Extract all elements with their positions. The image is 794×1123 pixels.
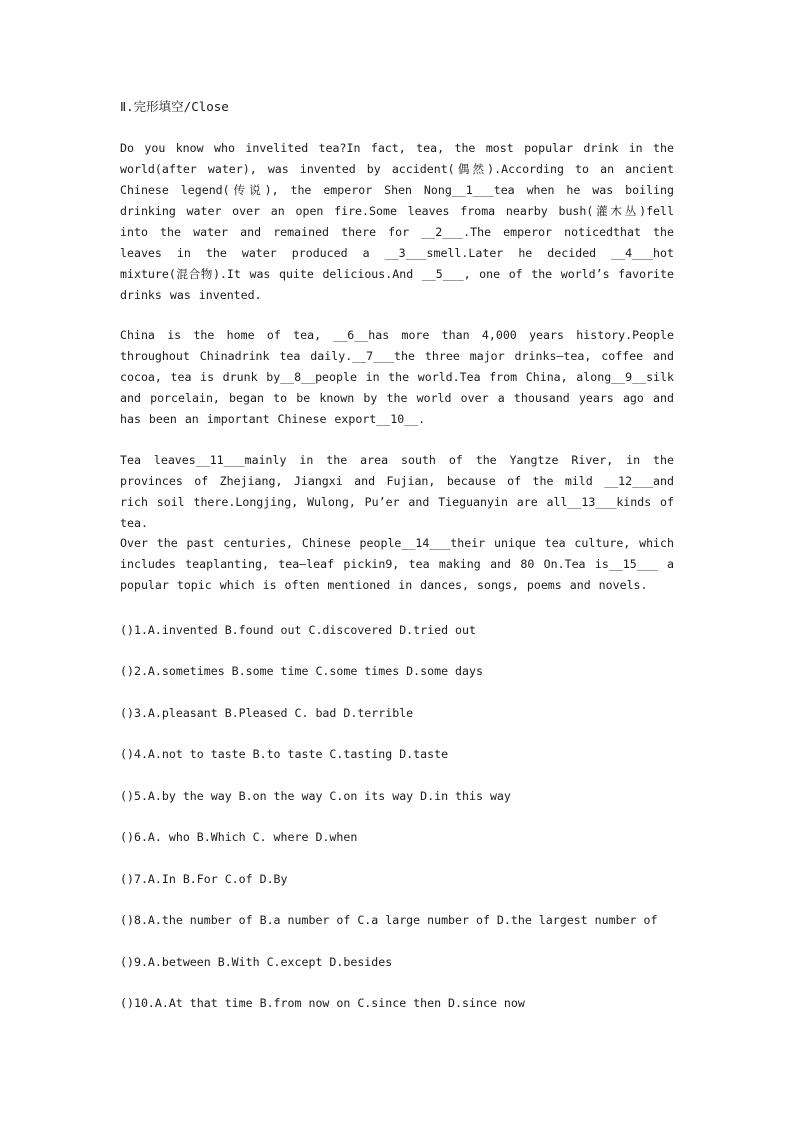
question-4: ()4.A.not to taste B.to taste C.tasting D.taste	[120, 747, 449, 761]
passage-paragraph-2: China is the home of tea, __6__has more than 4,000 years history.People throughout Chinadrink tea daily.__7___the three major drinks—tea, coffee and cocoa, tea is drunk by__8__people in the world.Tea from China, along__9__silk and porcelain, began to be known by the world over a thousand years ago and has been an important Chinese export__10__.	[120, 328, 674, 426]
question-1: ()1.A.invented B.found out C.discovered D.tried out	[120, 623, 476, 637]
question-7: ()7.A.In B.For C.of D.By	[120, 872, 288, 886]
question-5: ()5.A.by the way B.on the way C.on its way D.in this way	[120, 789, 511, 803]
passage-paragraph-3: Tea leaves__11___mainly in the area south of the Yangtze River, in the provinces of Zhejiang, Jiangxi and Fujian, because of the mild __12___and rich soil there.Longjing, Wulong, Pu’er and Tieguanyin are all__13___kinds of tea.	[120, 453, 674, 530]
question-6: ()6.A. who B.Which C. where D.when	[120, 830, 358, 844]
section-heading: Ⅱ.完形填空/Close	[120, 99, 229, 114]
question-2: ()2.A.sometimes B.some time C.some times D.some days	[120, 664, 483, 678]
question-10: ()10.A.At that time B.from now on C.since then D.since now	[120, 996, 525, 1010]
question-9: ()9.A.between B.With C.except D.besides	[120, 955, 393, 969]
passage-paragraph-4: Over the past centuries, Chinese people__14___their unique tea culture, which includes teaplanting, tea—leaf pickin9, tea making and 80 On.Tea is__15___ a popular topic which is often mentioned in dances, songs, poems and novels.	[120, 536, 674, 592]
question-3: ()3.A.pleasant B.Pleased C. bad D.terrible	[120, 706, 414, 720]
question-8: ()8.A.the number of B.a number of C.a large number of D.the largest number of	[120, 913, 658, 927]
passage-paragraph-1: Do you know who invelited tea?In fact, tea, the most popular drink in the world(after water), was invented by accident(偶然).According to an ancient Chinese legend(传说), the emperor Shen Nong__1___tea when he was boiling drinking water over an open fire.Some leaves froma nearby bush(灌木丛)fell into the water and remained there for __2___.The emperor noticedthat the leaves in the water produced a __3___smell.Later he decided __4___hot mixture(混合物).It was quite delicious.And __5___, one of the world’s favorite drinks was invented.	[120, 141, 674, 302]
